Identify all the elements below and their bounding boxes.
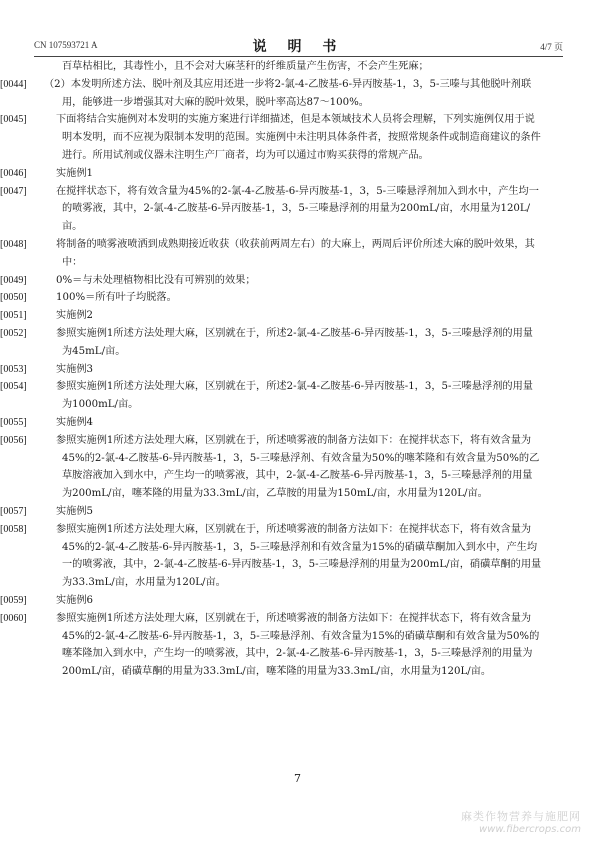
- page-number: 7: [294, 772, 301, 785]
- paragraph-number: [0045]: [0, 114, 27, 126]
- paragraph-number: [0057]: [0, 505, 27, 517]
- paragraph: [0, 76, 542, 112]
- paragraph-continuation: [62, 58, 542, 76]
- paragraph-number: [0058]: [0, 523, 27, 535]
- paragraph: [0, 325, 542, 361]
- paragraph-text: 在搅拌状态下，将有效含量为45%的2-氯-4-乙胺基-6-异丙胺基-1，3，5-三嗪悬浮剂加入到水中，产生均一的喷雾液，其中，2-氯-4-乙胺基-6-异丙胺基-1，3，5-三嗪悬浮剂的用量为200mL/亩，水用量为120L/亩。: [56, 185, 539, 233]
- paragraph-text: 0%＝与未处理植物相比没有可辨别的效果；: [56, 274, 256, 286]
- paragraph-number: [0059]: [0, 594, 27, 606]
- example-heading: 实施例3: [56, 363, 94, 375]
- paragraph-text: 参照实施例1所述方法处理大麻，区别就在于，所述喷雾液的制备方法如下：在搅拌状态下，将有效含量为45%的2-氯-4-乙胺基-6-异丙胺基-1，3，5-三嗪悬浮剂、有效含量为50%的噻苯隆和有效含量为50%的乙草胺溶液加入到水中，产生均一的喷雾液，其中，2-氯-4-乙胺基-6-异丙胺基-1，3，5-三嗪悬浮剂的用量为200mL/亩，噻苯隆的用量为33.3mL/亩，乙草胺的用量为150mL/亩，水用量为120L/亩。: [56, 434, 540, 500]
- paragraph-number: [0046]: [0, 167, 27, 179]
- watermark-url: www.fibercrops.com: [479, 824, 581, 835]
- patent-number: CN 107593721 A: [34, 40, 98, 50]
- paragraph: [0, 272, 542, 290]
- paragraph-number: [0047]: [0, 185, 27, 197]
- example-heading: 实施例6: [56, 594, 94, 606]
- header-rule: [34, 56, 563, 57]
- paragraph-number: [0056]: [0, 434, 27, 446]
- paragraph: [0, 307, 542, 325]
- paragraph: [0, 432, 542, 503]
- paragraph-text: 参照实施例1所述方法处理大麻，区别就在于，所述2-氯-4-乙胺基-6-异丙胺基-1，3，5-三嗪悬浮剂的用量为45mL/亩。: [56, 327, 533, 357]
- paragraph-number: [0050]: [0, 292, 27, 304]
- watermark: [461, 808, 581, 835]
- paragraph: [0, 521, 542, 592]
- paragraph: [0, 236, 542, 272]
- paragraph-text: 参照实施例1所述方法处理大麻，区别就在于，所述2-氯-4-乙胺基-6-异丙胺基-1，3，5-三嗪悬浮剂的用量为1000mL/亩。: [56, 381, 533, 411]
- paragraph-text: 参照实施例1所述方法处理大麻，区别就在于，所述喷雾液的制备方法如下：在搅拌状态下，将有效含量为45%的2-氯-4-乙胺基-6-异丙胺基-1，3，5-三嗪悬浮剂、有效含量为15%的硝磺草酮和有效含量为50%的噻苯隆加入到水中，产生均一的喷雾液，其中，2-氯-4-乙胺基-6-异丙胺基-1，3，5-三嗪悬浮剂的用量为200mL/亩，硝磺草酮的用量为33.3mL/亩，噻苯隆的用量为33.3mL/亩，水用量为120L/亩。: [56, 612, 540, 678]
- paragraph-number: [0048]: [0, 238, 27, 250]
- paragraph-text: 100%＝所有叶子均脱落。: [56, 292, 177, 304]
- page-of-count: 4/7 页: [540, 42, 563, 52]
- paragraph: [0, 183, 542, 236]
- example-heading: 实施例5: [56, 505, 94, 517]
- paragraph-text: 参照实施例1所述方法处理大麻，区别就在于，所述喷雾液的制备方法如下：在搅拌状态下，将有效含量为45%的2-氯-4-乙胺基-6-异丙胺基-1，3，5-三嗪悬浮剂和有效含量为15%的硝磺草酮加入到水中，产生均一的喷雾液，其中，2-氯-4-乙胺基-6-异丙胺基-1，3，5-三嗪悬浮剂的用量为200mL/亩，硝磺草酮的用量为33.3mL/亩，水用量为120L/亩。: [56, 523, 542, 589]
- paragraph: [0, 361, 542, 379]
- example-heading: 实施例2: [56, 310, 94, 322]
- watermark-text: 麻类作物营养与施肥网: [461, 810, 581, 823]
- paragraph: [0, 503, 542, 521]
- paragraph-number: [0044]: [0, 78, 27, 90]
- paragraph-number: [0052]: [0, 327, 27, 339]
- page-header: [34, 34, 563, 56]
- example-heading: 实施例1: [56, 167, 94, 179]
- paragraph: [0, 165, 542, 183]
- paragraph-text: 将制备的喷雾液喷洒到成熟期接近收获（收获前两周左右）的大麻上，两周后评价所述大麻的脱叶效果，其中：: [56, 238, 535, 268]
- paragraph: [0, 414, 542, 432]
- paragraph-number: [0055]: [0, 416, 27, 428]
- paragraph-number: [0053]: [0, 363, 27, 375]
- paragraph-number: [0060]: [0, 612, 27, 624]
- document-body: [0, 58, 542, 681]
- paragraph: [0, 610, 542, 681]
- paragraph: [0, 378, 542, 414]
- paragraph-text: （2）本发明所述方法、脱叶剂及其应用还进一步将2-氯-4-乙胺基-6-异丙胺基-1，3，5-三嗪与其他脱叶剂联用，能够进一步增强其对大麻的脱叶效果，脱叶率高达87～100%。: [44, 78, 532, 108]
- paragraph: [0, 111, 542, 164]
- paragraph-number: [0051]: [0, 310, 27, 322]
- paragraph-text: 百草枯相比，其毒性小，且不会对大麻茎秆的纤维质量产生伤害，不会产生死麻；: [62, 61, 429, 72]
- paragraph-number: [0049]: [0, 274, 27, 286]
- paragraph: [0, 289, 542, 307]
- document-title: 说 明 书: [252, 39, 345, 55]
- paragraph-text: 下面将结合实施例对本发明的实施方案进行详细描述，但是本领域技术人员将会理解，下列实施例仅用于说明本发明，而不应视为限制本发明的范围。实施例中未注明具体条件者，按照常规条件或制造商建议的条件进行。所用试剂或仪器未注明生产厂商者，均为可以通过市购买获得的常规产品。: [56, 114, 541, 161]
- paragraph-number: [0054]: [0, 381, 27, 393]
- example-heading: 实施例4: [56, 416, 94, 428]
- paragraph: [0, 592, 542, 610]
